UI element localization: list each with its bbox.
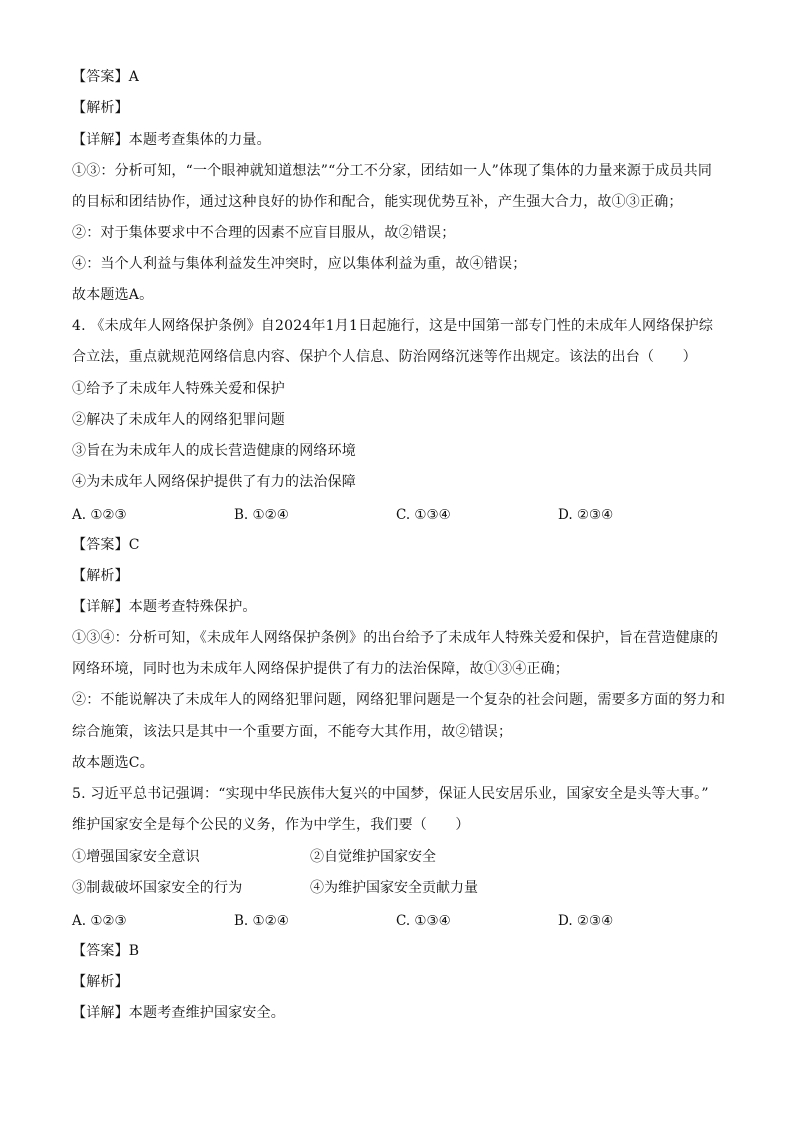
q4-option-d: D. ②③④ xyxy=(558,507,614,523)
q5-option-a: A. ①②③ xyxy=(72,913,127,929)
q5-answer: 【答案】B xyxy=(72,943,140,959)
q4-conclusion: 故本题选C。 xyxy=(72,755,154,771)
q5-option-d: D. ②③④ xyxy=(558,913,614,929)
q5-option-b: B. ①②④ xyxy=(234,913,289,929)
q4-option-b: B. ①②④ xyxy=(234,507,289,523)
q4-detail: 【详解】本题考查特殊保护。 xyxy=(72,599,257,615)
q5-stem-line-2: 维护国家安全是每个公民的义务，作为中学生，我们要（ ） xyxy=(72,817,470,833)
q4-stem-line-1: 4. 《未成年人网络保护条例》自2024年1月1日起施行，这是中国第一部专门性的未成年人网络保护综 xyxy=(72,318,714,334)
q5-item-3: ③制裁破坏国家安全的行为 xyxy=(72,880,243,896)
q3-answer: 【答案】A xyxy=(72,69,140,85)
q4-explanation-line-2: 网络环境，同时也为未成年人网络保护提供了有力的法治保障，故①③④正确； xyxy=(72,661,569,677)
q4-explanation-line-4: 综合施策，该法只是其中一个重要方面，不能夸大其作用，故②错误； xyxy=(72,724,513,740)
q5-analysis-heading: 【解析】 xyxy=(72,974,129,990)
q3-explanation-line-2: 的目标和团结协作，通过这种良好的协作和配合，能实现优势互补，产生强大合力，故①③正确； xyxy=(72,194,683,210)
q4-stem-line-2: 合立法，重点就规范网络信息内容、保护个人信息、防治网络沉迷等作出规定。该法的出台（ ） xyxy=(72,349,697,365)
q4-item-4: ④为未成年人网络保护提供了有力的法治保障 xyxy=(72,474,356,490)
q5-stem-line-1: 5. 习近平总书记强调：“实现中华民族伟大复兴的中国梦，保证人民安居乐业，国家安全是头等大事。” xyxy=(72,786,709,802)
q3-analysis-heading: 【解析】 xyxy=(72,100,129,116)
q5-item-2: ②自觉维护国家安全 xyxy=(310,849,436,865)
q5-item-4: ④为维护国家安全贡献力量 xyxy=(310,880,478,896)
q4-item-2: ②解决了未成年人的网络犯罪问题 xyxy=(72,412,285,428)
q3-explanation-line-1: ①③：分析可知，“一个眼神就知道想法”“分工不分家，团结如一人”体现了集体的力量来源于成员共同 xyxy=(72,163,713,179)
q3-detail: 【详解】本题考查集体的力量。 xyxy=(72,132,271,148)
q3-conclusion: 故本题选A。 xyxy=(72,287,154,303)
q5-option-c: C. ①③④ xyxy=(396,913,451,929)
q5-detail: 【详解】本题考查维护国家安全。 xyxy=(72,1005,285,1021)
q4-item-3: ③旨在为未成年人的成长营造健康的网络环境 xyxy=(72,443,356,459)
q3-explanation-line-4: ④：当个人利益与集体利益发生冲突时，应以集体利益为重，故④错误； xyxy=(72,256,527,272)
q4-explanation-line-1: ①③④：分析可知，《未成年人网络保护条例》的出台给予了未成年人特殊关爱和保护，旨在营造健康的 xyxy=(72,630,719,646)
q4-option-a: A. ①②③ xyxy=(72,507,127,523)
q4-answer: 【答案】C xyxy=(72,537,140,553)
q4-item-1: ①给予了未成年人特殊关爱和保护 xyxy=(72,381,285,397)
q4-explanation-line-3: ②：不能说解决了未成年人的网络犯罪问题，网络犯罪问题是一个复杂的社会问题，需要多方面的努力和 xyxy=(72,692,726,708)
q3-explanation-line-3: ②：对于集体要求中不合理的因素不应盲目服从，故②错误； xyxy=(72,225,456,241)
q5-item-1: ①增强国家安全意识 xyxy=(72,849,200,865)
q4-analysis-heading: 【解析】 xyxy=(72,568,129,584)
q4-option-c: C. ①③④ xyxy=(396,507,451,523)
